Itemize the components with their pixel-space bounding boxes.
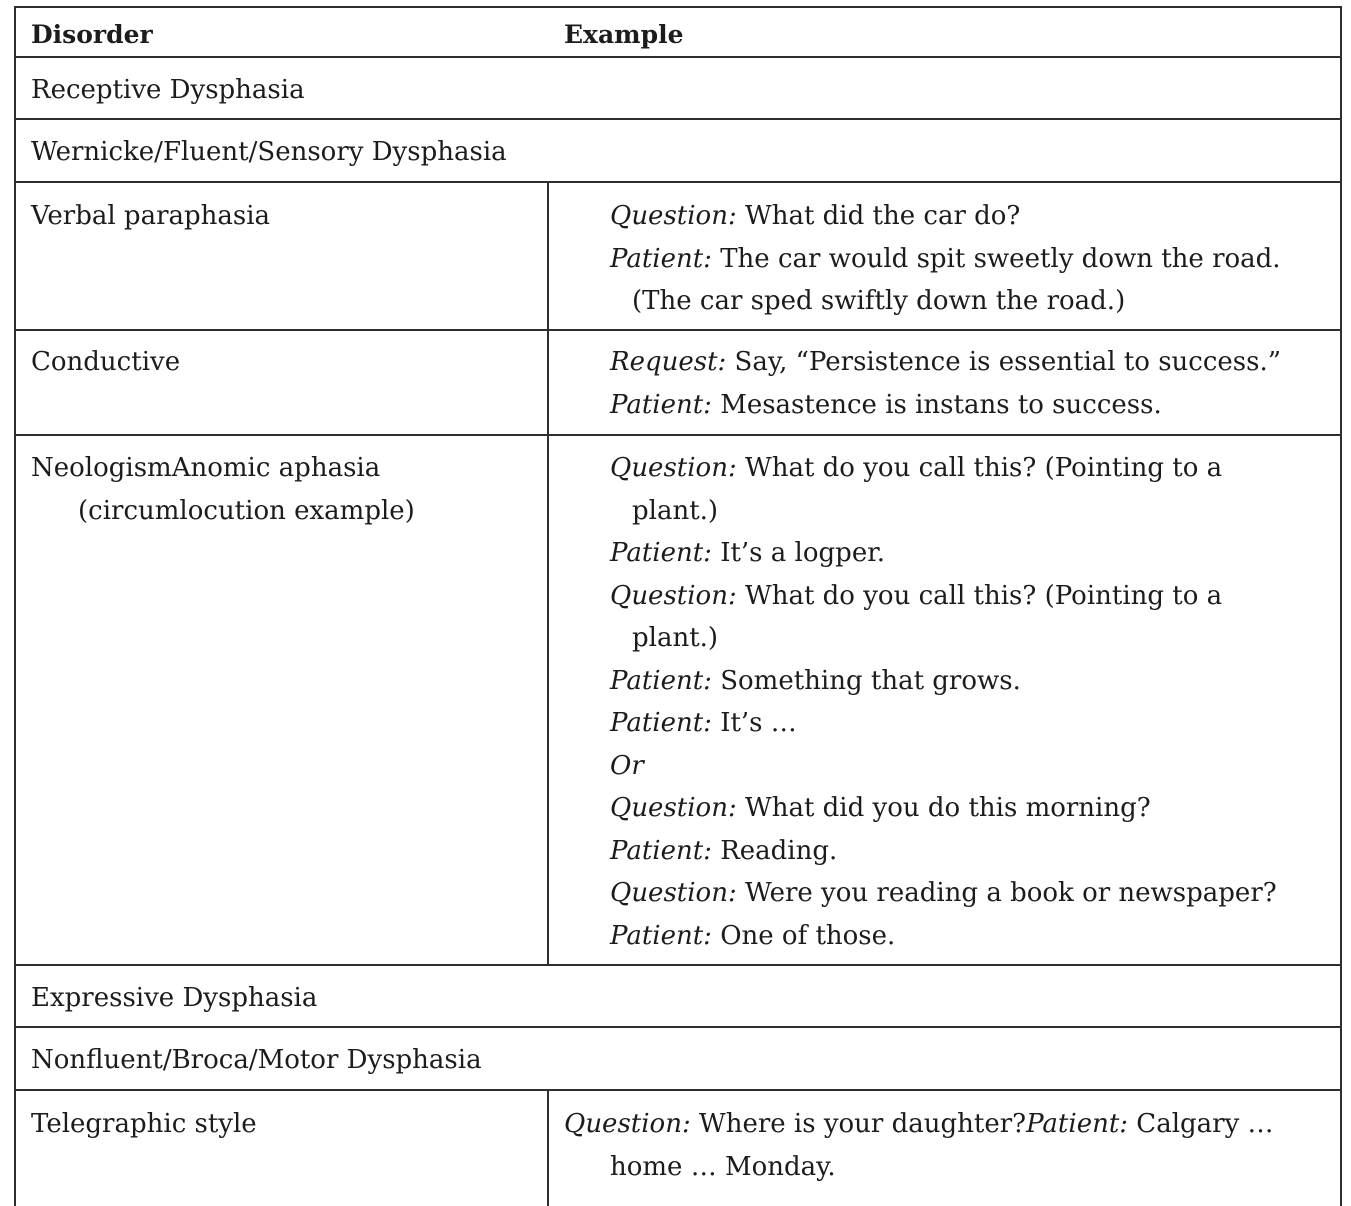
example-line (610, 915, 1330, 958)
section-title: Nonfluent/Broca/Motor Dysphasia (31, 1045, 482, 1075)
section-title: Expressive Dysphasia (31, 983, 318, 1013)
utterance: It’s … (711, 708, 797, 738)
disorder-name-line: (circumlocution example) (78, 495, 415, 526)
example-or: Or (610, 750, 644, 781)
utterance: What did the car do? (736, 201, 1021, 231)
example-line (564, 1103, 1274, 1146)
row-divider (14, 1026, 1342, 1028)
example-line (610, 341, 1330, 384)
utterance: Where is your daughter? (690, 1109, 1027, 1139)
speaker-label: Patient: (610, 708, 712, 738)
header-disorder: Disorder (31, 20, 153, 49)
disorder-name-line: NeologismAnomic aphasia (31, 453, 381, 483)
utterance: What do you call this? (Pointing to a (736, 453, 1223, 483)
column-divider (547, 1089, 549, 1206)
speaker-label: Patient: (1026, 1109, 1129, 1139)
speaker-label: Question: (610, 878, 737, 908)
example-continuation: home … Monday. (610, 1151, 836, 1182)
row-divider (14, 434, 1342, 436)
example-cell (610, 447, 1330, 957)
section-title: Wernicke/Fluent/Sensory Dysphasia (31, 137, 507, 167)
header-example: Example (564, 20, 684, 49)
utterance: What did you do this morning? (736, 793, 1151, 823)
speaker-label: Question: (610, 453, 737, 483)
example-line (610, 447, 1330, 490)
example-line (610, 660, 1330, 703)
example-cell (610, 341, 1330, 426)
dysphasia-table (14, 6, 1342, 1206)
row-divider (14, 964, 1342, 966)
speaker-label: Request: (610, 347, 727, 377)
utterance: The car would spit sweetly down the road. (711, 243, 1281, 274)
speaker-label: Question: (610, 201, 737, 231)
example-continuation: plant.) (632, 495, 719, 526)
example-line (610, 787, 1330, 830)
utterance: Reading. (711, 835, 838, 866)
utterance: Something that grows. (711, 665, 1021, 696)
example-continuation: (The car sped swiftly down the road.) (632, 286, 1126, 316)
speaker-label: Patient: (610, 538, 712, 568)
utterance: Say, “Persistence is essential to success.” (726, 347, 1282, 377)
example-line (610, 238, 1330, 281)
table-border-top (14, 6, 1342, 8)
example-line (610, 702, 1330, 745)
utterance: Were you reading a book or newspaper? (736, 878, 1277, 908)
disorder-name: Telegraphic style (31, 1109, 257, 1139)
example-line (610, 384, 1330, 427)
example-line (610, 575, 1330, 618)
row-divider (14, 118, 1342, 120)
row-divider (14, 329, 1342, 331)
example-line (610, 532, 1330, 575)
disorder-name (31, 447, 531, 532)
utterance: One of those. (711, 920, 896, 951)
speaker-label: Patient: (610, 920, 712, 951)
column-divider (547, 181, 549, 966)
row-divider (14, 181, 1342, 183)
utterance: It’s a logper. (711, 538, 886, 568)
utterance: Calgary … (1128, 1109, 1274, 1139)
example-line (610, 195, 1330, 238)
speaker-label: Patient: (610, 665, 712, 696)
speaker-label: Patient: (610, 389, 712, 420)
utterance: Mesastence is instans to success. (711, 389, 1162, 420)
example-cell (610, 195, 1330, 323)
utterance: What do you call this? (Pointing to a (736, 580, 1223, 611)
speaker-label: Patient: (610, 835, 712, 866)
disorder-name: Verbal paraphasia (31, 201, 271, 231)
row-divider (14, 1089, 1342, 1091)
example-line (610, 830, 1330, 873)
speaker-label: Question: (564, 1109, 691, 1139)
speaker-label: Question: (610, 580, 737, 611)
disorder-name: Conductive (31, 347, 181, 377)
example-line (610, 872, 1330, 915)
speaker-label: Question: (610, 793, 737, 823)
example-continuation: plant.) (632, 623, 719, 653)
speaker-label: Patient: (610, 243, 712, 274)
section-title: Receptive Dysphasia (31, 75, 305, 105)
